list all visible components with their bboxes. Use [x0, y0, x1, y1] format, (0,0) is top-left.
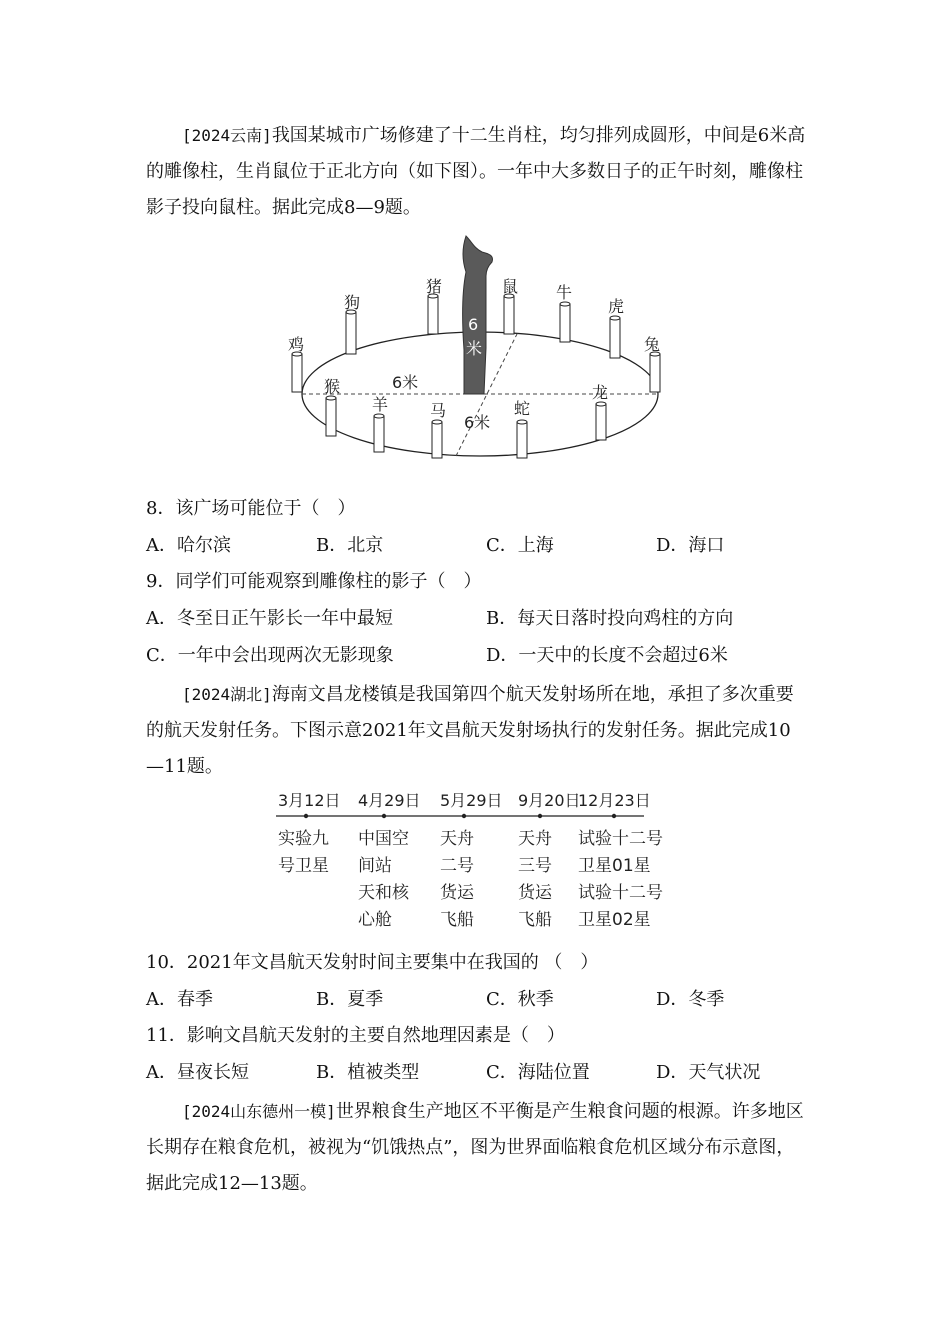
intro-text-2: 海南文昌龙楼镇是我国第四个航天发射场所在地，承担了多次重要的航天发射任务。下图示意2021年文昌航天发射场执行的发射任务。据此完成10—11题。 [146, 684, 794, 777]
timeline-dot-1 [304, 814, 308, 818]
source-tag-3: [2024山东德州一模] [182, 1102, 336, 1121]
timeline-date-2: 4月29日 [358, 791, 421, 810]
question-11-stem: 11．影响文昌航天发射的主要自然地理因素是（ ） [146, 1025, 565, 1046]
timeline-task-4-line-1: 天舟 [518, 829, 552, 849]
timeline-task-4-line-4: 飞船 [518, 910, 552, 930]
q9-option-a[interactable]: A．冬至日正午影长一年中最短 [146, 608, 393, 629]
timeline-dot-2 [382, 814, 386, 818]
timeline-task-4-line-2: 三号 [518, 856, 552, 876]
q9-option-d[interactable]: D．一天中的长度不会超过6米 [486, 645, 728, 666]
q9-option-c[interactable]: C．一年中会出现两次无影现象 [146, 645, 394, 666]
timeline-date-5: 12月23日 [578, 791, 651, 810]
intro-text-1: 我国某城市广场修建了十二生肖柱，均匀排列成圆形，中间是6米高的雕像柱，生肖鼠位于正北方向（如下图）。一年中大多数日子的正午时刻，雕像柱影子投向鼠柱。据此完成8—9题。 [146, 125, 806, 218]
q9-option-b[interactable]: B．每天日落时投向鸡柱的方向 [486, 608, 734, 629]
intro-paragraph-2 [146, 677, 806, 785]
timeline-date-4: 9月20日 [518, 791, 581, 810]
label-snake: 蛇 [514, 399, 531, 418]
pillar-monkey [326, 396, 336, 436]
pillar-rabbit [650, 352, 660, 392]
statue-height-number: 6 [468, 315, 479, 334]
pillar-dragon [596, 402, 606, 440]
timeline-task-5-line-2: 卫星01星 [578, 856, 651, 876]
radius-label-south: 6米 [464, 413, 491, 432]
pillar-tiger [610, 316, 620, 358]
source-tag-2: [2024湖北] [182, 685, 272, 704]
question-9-stem: 9．同学们可能观察到雕像柱的影子（ ） [146, 571, 482, 592]
timeline-task-3-line-2: 二号 [440, 856, 474, 876]
pillar-horse [432, 420, 442, 458]
timeline-date-1: 3月12日 [278, 791, 341, 810]
timeline-task-5-line-1: 试验十二号 [578, 829, 663, 849]
timeline-task-2-line-1: 中国空 [358, 829, 409, 849]
label-horse: 马 [430, 401, 447, 420]
timeline-task-2-line-3: 天和核 [358, 883, 409, 903]
label-goat: 羊 [372, 395, 389, 414]
timeline-task-3-line-4: 飞船 [440, 910, 474, 930]
q10-option-c[interactable]: C．秋季 [486, 989, 554, 1010]
q8-option-b[interactable]: B．北京 [316, 535, 384, 556]
timeline-task-2-line-2: 间站 [358, 856, 392, 876]
pillar-ox [560, 302, 570, 342]
label-dragon: 龙 [592, 383, 609, 402]
intro-paragraph-1 [146, 118, 806, 226]
label-ox: 牛 [556, 283, 573, 302]
q10-option-a[interactable]: A．春季 [146, 989, 213, 1010]
q10-option-d[interactable]: D．冬季 [656, 989, 725, 1010]
timeline-task-5-line-3: 试验十二号 [578, 883, 663, 903]
timeline-task-1-line-1: 实验九 [278, 829, 329, 849]
timeline-dot-5 [612, 814, 616, 818]
q11-option-d[interactable]: D．天气状况 [656, 1062, 761, 1083]
timeline-task-3-line-3: 货运 [440, 883, 474, 903]
timeline-task-1-line-2: 号卫星 [278, 856, 329, 876]
pillar-rat [504, 294, 514, 334]
question-10-stem: 10．2021年文昌航天发射时间主要集中在我国的 （ ） [146, 952, 599, 973]
timeline-task-4-line-3: 货运 [518, 883, 552, 903]
q8-option-c[interactable]: C．上海 [486, 535, 554, 556]
statue-height-unit: 米 [466, 339, 483, 358]
q10-option-b[interactable]: B．夏季 [316, 989, 384, 1010]
label-tiger: 虎 [608, 297, 625, 316]
q8-option-d[interactable]: D．海口 [656, 535, 725, 556]
q11-option-c[interactable]: C．海陆位置 [486, 1062, 590, 1083]
timeline-dot-4 [538, 814, 542, 818]
pillar-snake [517, 420, 527, 458]
pillar-pig [428, 294, 438, 334]
question-8-stem: 8．该广场可能位于（ ） [146, 498, 356, 519]
timeline-date-3: 5月29日 [440, 791, 503, 810]
timeline-task-5-line-4: 卫星02星 [578, 910, 651, 930]
source-tag-1: [2024云南] [182, 126, 272, 145]
intro-paragraph-3 [146, 1094, 806, 1202]
timeline-task-3-line-1: 天舟 [440, 829, 474, 849]
label-dog: 狗 [344, 293, 361, 312]
q8-option-a[interactable]: A．哈尔滨 [146, 535, 231, 556]
q11-option-b[interactable]: B．植被类型 [316, 1062, 420, 1083]
label-rabbit: 兔 [644, 335, 661, 354]
pillar-dog [346, 310, 356, 354]
label-rat: 鼠 [502, 277, 519, 296]
label-pig: 猪 [426, 277, 443, 296]
timeline-dot-3 [462, 814, 466, 818]
timeline-task-2-line-4: 心舱 [358, 910, 392, 930]
launch-timeline-figure [272, 786, 682, 936]
pillar-goat [374, 414, 384, 452]
label-monkey: 猴 [324, 377, 341, 396]
zodiac-pillars-figure [280, 232, 680, 464]
q11-option-a[interactable]: A．昼夜长短 [146, 1062, 249, 1083]
intro-text-3: 世界粮食生产地区不平衡是产生粮食问题的根源。许多地区长期存在粮食危机，被视为“饥饿热点”，图为世界面临粮食危机区域分布示意图，据此完成12—13题。 [146, 1101, 804, 1194]
radius-label-west: 6米 [392, 373, 419, 392]
label-rooster: 鸡 [288, 335, 305, 354]
pillar-rooster [292, 352, 302, 392]
